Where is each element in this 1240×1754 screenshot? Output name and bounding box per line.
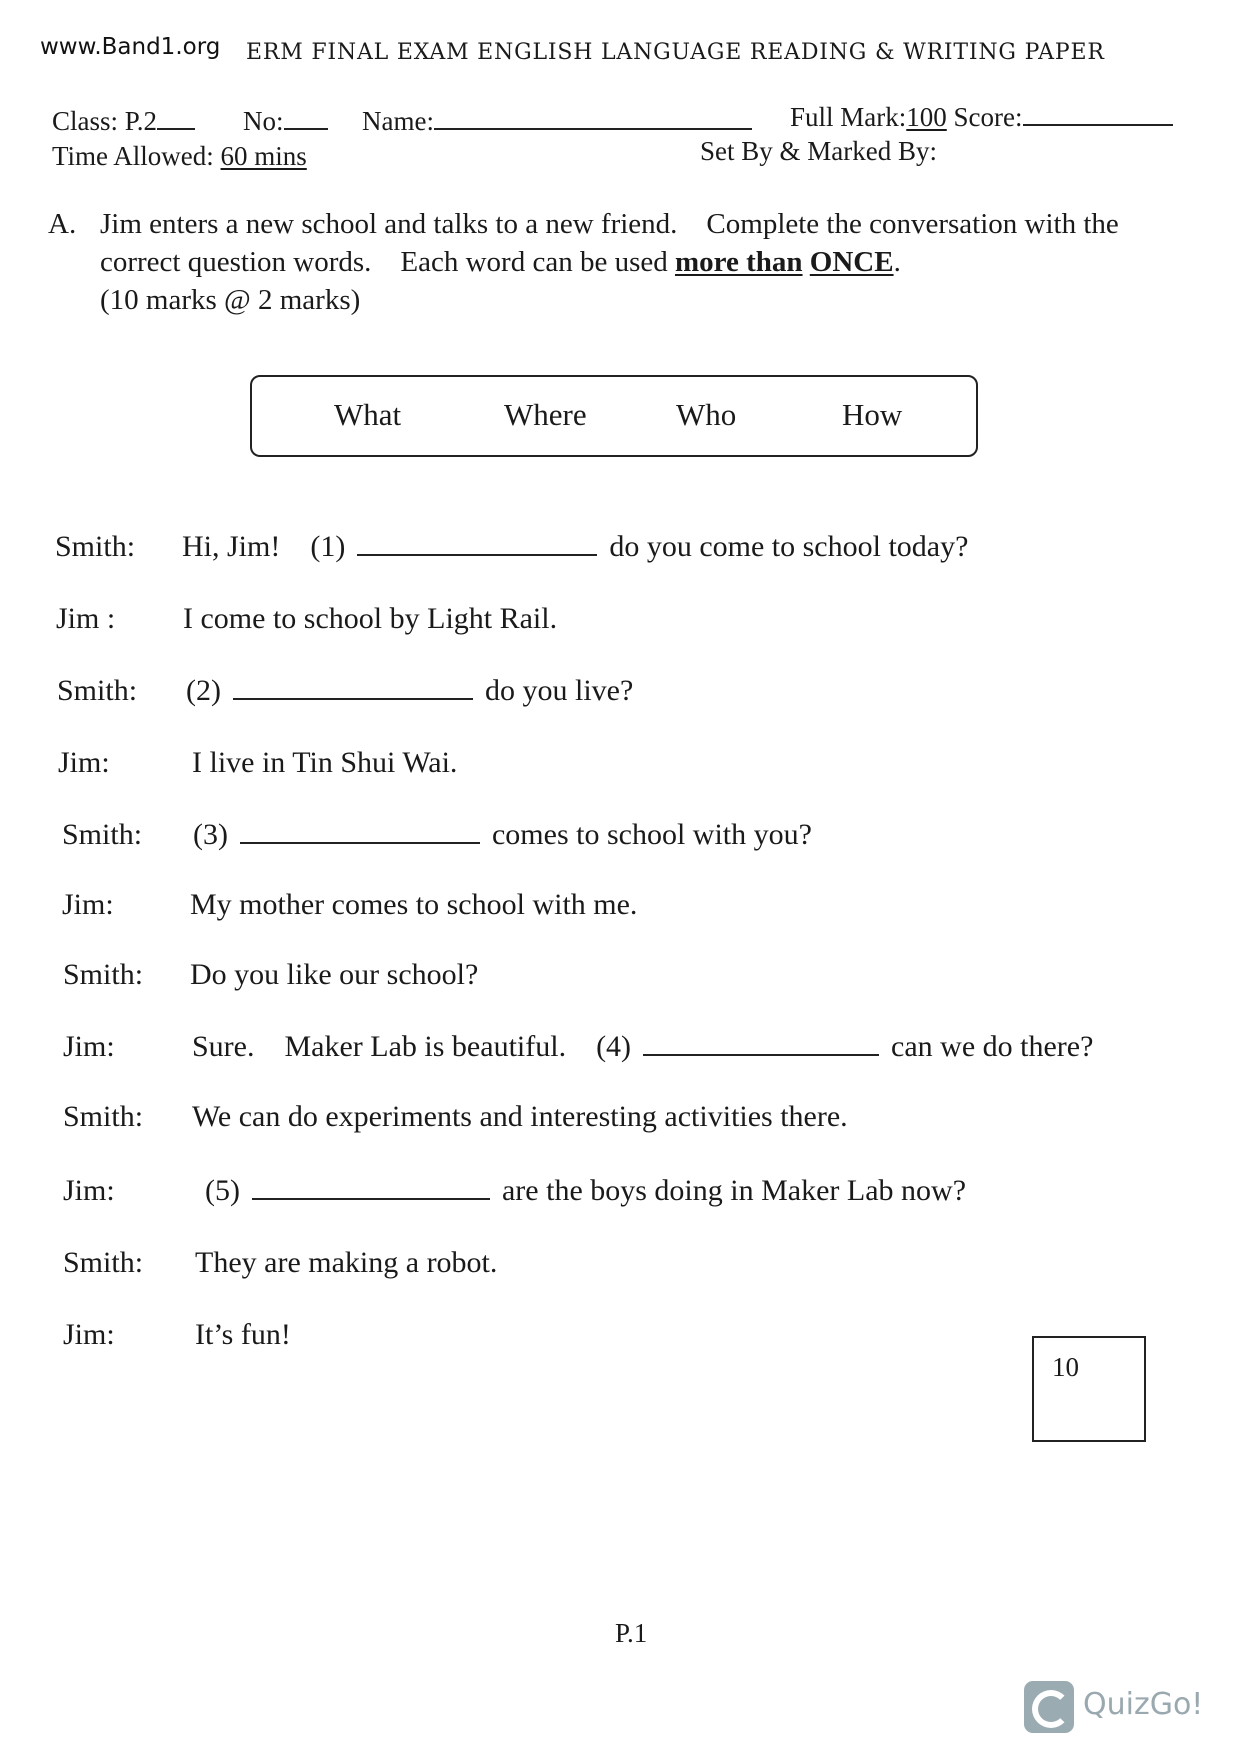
- dialogue-line: [63, 958, 479, 992]
- line-content: [186, 674, 633, 708]
- line-text: They are making a robot.: [195, 1246, 498, 1279]
- quizgo-icon: [1024, 1681, 1074, 1733]
- speaker: Smith:: [62, 818, 143, 851]
- dialogue-line: [63, 1246, 498, 1280]
- line-text: Do you like our school?: [190, 958, 479, 991]
- number-blank[interactable]: [284, 127, 328, 130]
- line-content: [193, 818, 812, 852]
- watermark-site-text: www.Band1.org: [40, 34, 221, 60]
- speaker: Jim:: [63, 1318, 115, 1351]
- full-mark-value: 100: [906, 102, 947, 132]
- dialogue-line: [62, 818, 812, 852]
- class-blank[interactable]: [157, 127, 195, 130]
- dialogue-line: [63, 1100, 848, 1134]
- set-by-label: Set By & Marked By:: [700, 136, 937, 166]
- number-label: No:: [243, 106, 284, 136]
- line-content: [182, 530, 968, 564]
- line-suffix: comes to school with you?: [491, 818, 812, 851]
- answer-blank-1[interactable]: [357, 553, 597, 556]
- answer-blank-2[interactable]: [233, 697, 473, 700]
- dialogue-line: [62, 888, 638, 922]
- line-prefix: (2): [186, 674, 221, 707]
- speaker: Smith:: [63, 1100, 144, 1133]
- word-bank-item: What: [334, 397, 402, 432]
- class-label: Class: P.2: [52, 106, 158, 136]
- instruction-text: correct question words. Each word can be used: [100, 246, 675, 278]
- line-content: [205, 1174, 966, 1208]
- score-label: Score:: [953, 102, 1023, 132]
- time-allowed: [52, 141, 307, 172]
- score-blank[interactable]: [1023, 123, 1173, 126]
- answer-blank-5[interactable]: [252, 1197, 490, 1200]
- speaker: Smith:: [63, 1246, 144, 1279]
- speaker: Smith:: [57, 674, 138, 707]
- word-bank-item: Where: [504, 397, 587, 432]
- dialogue-line: [63, 1174, 967, 1208]
- answer-blank-3[interactable]: [240, 841, 480, 844]
- dialogue-line: [58, 746, 458, 780]
- speaker: Jim:: [63, 1174, 115, 1207]
- section-score-box: [1032, 1336, 1146, 1442]
- instruction-period: .: [893, 246, 901, 278]
- time-label: Time Allowed:: [52, 141, 221, 171]
- name-blank[interactable]: [434, 127, 752, 130]
- paper-title: ERM FINAL EXAM ENGLISH LANGUAGE READING & WRITING PAPER: [246, 40, 1105, 65]
- instruction-line-2: [48, 243, 1119, 281]
- page-number: P.1: [615, 1618, 648, 1648]
- instruction-line-1: Jim enters a new school and talks to a new friend. Complete the conversation with the: [100, 208, 1119, 240]
- line-prefix: (5): [205, 1174, 240, 1207]
- line-text: My mother comes to school with me.: [190, 888, 638, 921]
- dialogue-line: [55, 530, 969, 564]
- speaker: Jim:: [63, 1030, 115, 1063]
- speaker: Jim:: [58, 746, 110, 779]
- quizgo-logo-text: QuizGo!: [1083, 1687, 1204, 1722]
- emphasis-more-than: more than: [674, 246, 803, 278]
- emphasis-once: ONCE: [809, 246, 894, 278]
- dialogue-line: [57, 674, 634, 708]
- answer-blank-4[interactable]: [643, 1053, 879, 1056]
- word-bank-item: Who: [676, 397, 737, 432]
- section-a-instructions: [48, 205, 1119, 319]
- speaker: Jim:: [62, 888, 114, 921]
- section-letter: A.: [48, 208, 77, 240]
- line-suffix: do you come to school today?: [609, 530, 969, 563]
- dialogue-line: [56, 602, 558, 636]
- word-bank-item: How: [842, 397, 903, 432]
- line-text: I come to school by Light Rail.: [183, 602, 558, 635]
- line-text: I live in Tin Shui Wai.: [192, 746, 458, 779]
- line-prefix: Sure. Maker Lab is beautiful. (4): [192, 1030, 632, 1063]
- dialogue-line: [63, 1318, 291, 1352]
- marks-note: (10 marks @ 2 marks): [100, 284, 361, 316]
- speaker: Smith:: [55, 530, 136, 563]
- full-mark-label: Full Mark:: [790, 102, 907, 132]
- time-value: 60 mins: [220, 141, 307, 171]
- section-max-score: 10: [1052, 1352, 1079, 1382]
- class-field: [52, 106, 195, 137]
- line-content: [192, 1030, 1093, 1064]
- speaker: Smith:: [63, 958, 144, 991]
- speaker: Jim :: [56, 602, 116, 635]
- word-bank: [250, 375, 978, 457]
- line-text: We can do experiments and interesting activities there.: [192, 1100, 848, 1133]
- line-suffix: are the boys doing in Maker Lab now?: [501, 1174, 967, 1207]
- line-prefix: (3): [193, 818, 228, 851]
- number-field: [243, 106, 328, 137]
- line-text: It’s fun!: [195, 1318, 291, 1351]
- dialogue-line: [63, 1030, 1094, 1064]
- name-field: [362, 106, 752, 137]
- line-suffix: can we do there?: [891, 1030, 1094, 1063]
- line-prefix: Hi, Jim! (1): [182, 530, 346, 563]
- line-suffix: do you live?: [484, 674, 634, 707]
- name-label: Name:: [362, 106, 434, 136]
- full-mark-field: [790, 102, 1173, 133]
